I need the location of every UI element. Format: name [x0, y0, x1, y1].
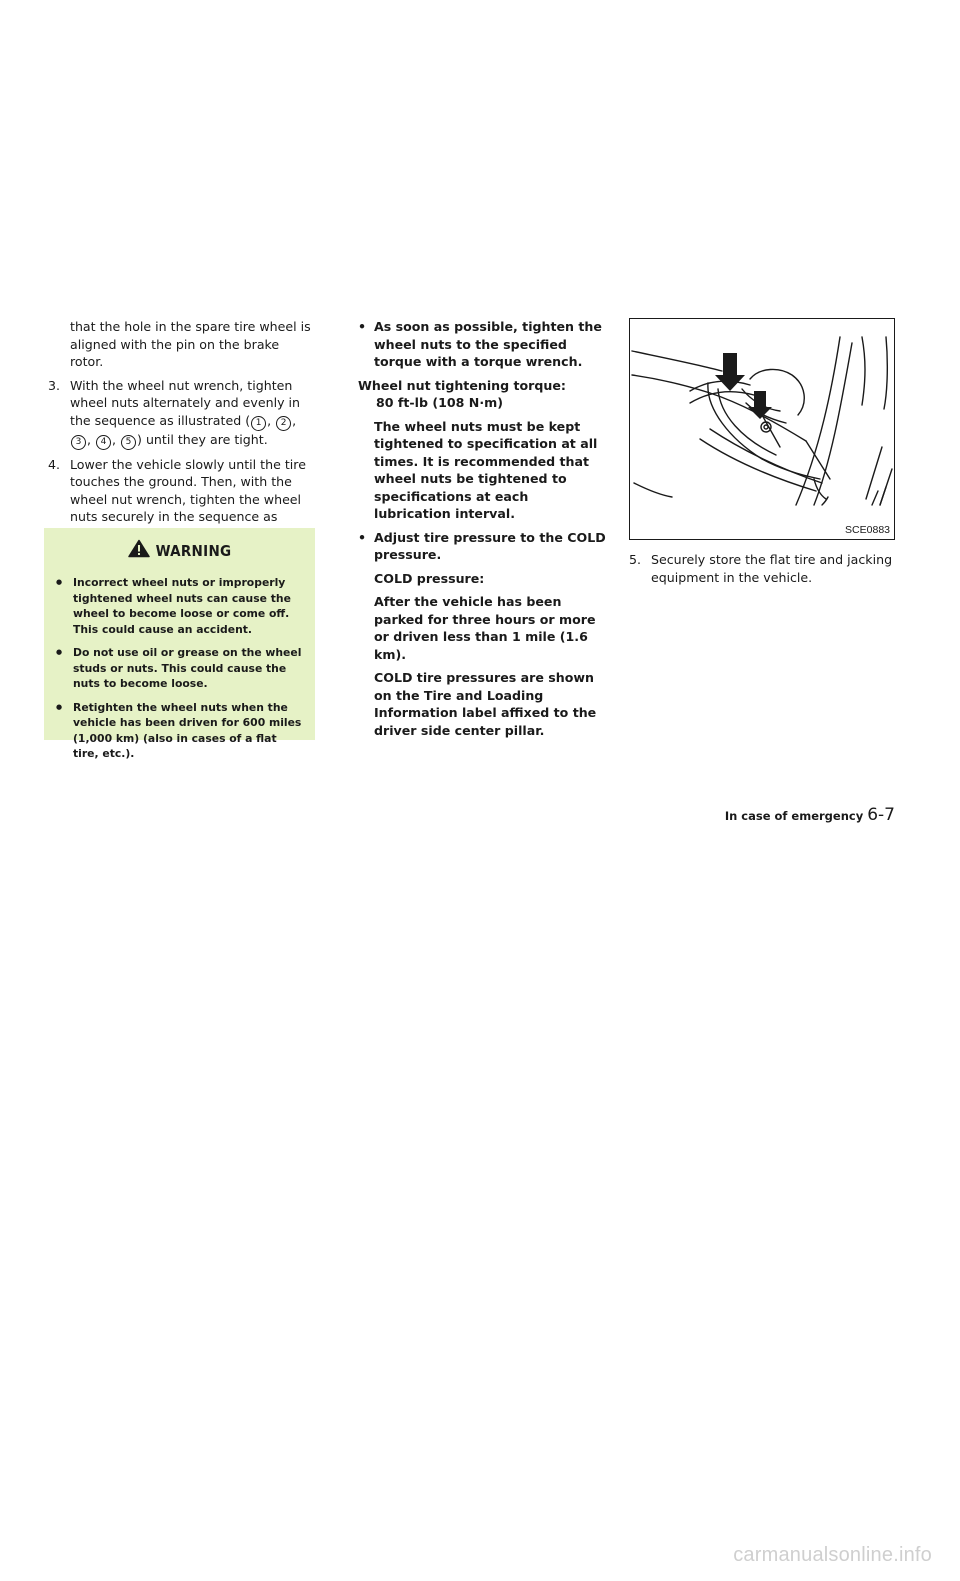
bullet-tighten-torque: • As soon as possible, tighten the wheel nuts to the specified torque with a torque wrench.: [358, 318, 606, 371]
warning-list: [44, 575, 315, 762]
torque-value: 80 ft-lb (108 N·m): [376, 395, 503, 410]
footer-section-title: In case of emergency: [724, 809, 864, 823]
step-5: [629, 551, 896, 586]
warning-item: ● Retighten the wheel nuts when the vehicle has been driven for 600 miles (1,000 km) (also in cases of a flat tire, etc.).: [56, 700, 303, 762]
warning-triangle-icon: [128, 539, 150, 562]
step-5-text: Securely store the flat tire and jacking equipment in the vehicle.: [651, 552, 893, 585]
step-3-number: 3.: [48, 377, 61, 393]
page-number: 6-7: [867, 805, 895, 825]
torque-label: Wheel nut tightening torque:: [358, 377, 566, 393]
torque-note: The wheel nuts must be kept tightened to specification at all times. It is recommended that wheel nuts be tightened to specifications at each lubrication interval.: [374, 418, 598, 521]
page-footer: [700, 805, 895, 825]
jack-storage-drawing: [630, 319, 894, 539]
warning-box: [44, 528, 315, 760]
step-3-text-a: With the wheel nut wrench, tighten wheel nuts alternately and evenly in the sequence as illustrated (: [70, 377, 301, 428]
step-4-text: Lower the vehicle slowly until the tire touches the ground. Then, with the wheel nut wrench, tighten the wheel nuts securely in the sequence as: [70, 456, 306, 524]
step-5-number: 5.: [629, 552, 642, 567]
column-middle: [358, 318, 606, 745]
bullet-cold-pressure: • Adjust tire pressure to the COLD pressure.: [358, 529, 606, 564]
warning-header: [44, 539, 315, 561]
column-right: [629, 551, 896, 592]
cold-label: COLD pressure:: [374, 570, 485, 586]
step-3-text-b: ) until they are tight.: [137, 431, 268, 447]
warning-item: ● Incorrect wheel nuts or improperly tightened wheel nuts can cause the wheel to become loose or come off. This could cause an accident.: [56, 575, 303, 637]
warning-title: WARNING: [155, 541, 232, 560]
sequence-marker-4: 4: [96, 435, 111, 450]
sequence-marker-3: 3: [71, 435, 86, 450]
illustration-jack-storage: [629, 318, 895, 540]
cold-text-2: COLD tire pressures are shown on the Tire and Loading Information label affixed to the driver side center pillar.: [374, 670, 597, 738]
step-3: 3. With the wheel nut wrench, tighten wheel nuts alternately and evenly in the sequence as illustrated ( 1 , 2 , 3 , 4 , 5 ) until they are tight.: [48, 377, 316, 450]
sequence-marker-5: 5: [121, 435, 136, 450]
watermark: carmanualsonline.info: [733, 1544, 932, 1566]
intro-paragraph: that the hole in the spare tire wheel is aligned with the pin on the brake rotor.: [70, 319, 311, 369]
sequence-marker-1: 1: [251, 416, 266, 431]
sequence-marker-2: 2: [276, 416, 291, 431]
figure-id: SCE0883: [845, 524, 890, 536]
cold-text-1: After the vehicle has been parked for three hours or more or driven less than 1 mile (1.6 km).: [374, 594, 596, 662]
step-4-number: 4.: [48, 456, 61, 472]
warning-item: ● Do not use oil or grease on the wheel studs or nuts. This could cause the nuts to become loose.: [56, 645, 303, 692]
